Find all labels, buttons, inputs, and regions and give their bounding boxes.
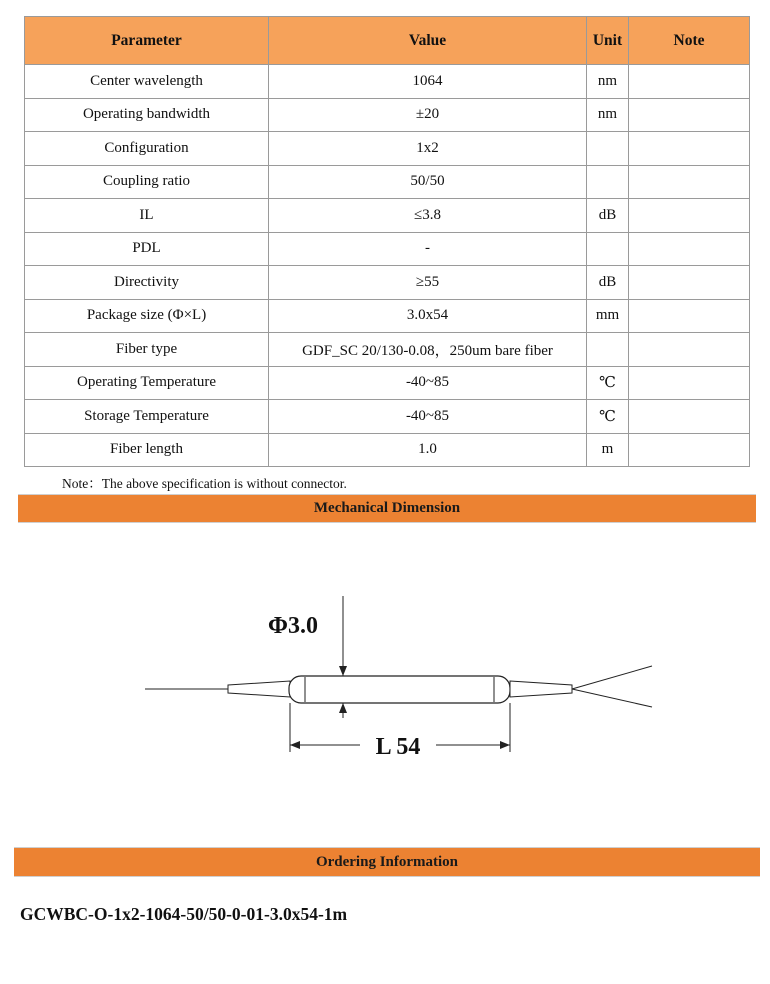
cell-note xyxy=(629,333,750,367)
cell-parameter: Directivity xyxy=(25,266,269,300)
cell-parameter: Fiber type xyxy=(25,333,269,367)
header-note: Note xyxy=(629,17,750,65)
cell-note xyxy=(629,199,750,233)
cell-unit: ℃ xyxy=(587,366,629,400)
cell-value: -40~85 xyxy=(269,366,587,400)
table-row xyxy=(25,65,750,99)
table-row xyxy=(25,433,750,467)
cell-parameter: Coupling ratio xyxy=(25,165,269,199)
coupler-tube xyxy=(289,676,510,703)
cell-unit: dB xyxy=(587,266,629,300)
table-row xyxy=(25,366,750,400)
cell-unit xyxy=(587,333,629,367)
header-parameter: Parameter xyxy=(25,17,269,65)
table-row xyxy=(25,266,750,300)
cell-note xyxy=(629,65,750,99)
cell-parameter: Package size (Φ×L) xyxy=(25,299,269,333)
cell-unit: nm xyxy=(587,65,629,99)
table-row xyxy=(25,299,750,333)
output-fiber-2 xyxy=(572,689,652,707)
input-boot xyxy=(228,681,290,697)
cell-value: 50/50 xyxy=(269,165,587,199)
cell-unit xyxy=(587,232,629,266)
length-arrow-left xyxy=(290,741,300,749)
coupler-drawing xyxy=(0,540,770,810)
diameter-arrow-bottom xyxy=(339,703,347,713)
diameter-label: Φ3.0 xyxy=(268,613,318,639)
cell-value: 1x2 xyxy=(269,132,587,166)
cell-note xyxy=(629,299,750,333)
cell-note xyxy=(629,232,750,266)
cell-value: ±20 xyxy=(269,98,587,132)
cell-unit: ℃ xyxy=(587,400,629,434)
table-row xyxy=(25,199,750,233)
table-row xyxy=(25,132,750,166)
length-label: L 54 xyxy=(375,734,421,760)
cell-value: 3.0x54 xyxy=(269,299,587,333)
cell-value: GDF_SC 20/130-0.08，250um bare fiber xyxy=(269,333,587,367)
mechanical-dimension-banner: Mechanical Dimension xyxy=(18,494,756,523)
cell-value: 1064 xyxy=(269,65,587,99)
cell-parameter: Center wavelength xyxy=(25,65,269,99)
table-row xyxy=(25,232,750,266)
cell-parameter: Operating bandwidth xyxy=(25,98,269,132)
cell-unit: nm xyxy=(587,98,629,132)
header-unit: Unit xyxy=(587,17,629,65)
table-header-row xyxy=(25,17,750,65)
table-row xyxy=(25,400,750,434)
diameter-arrow-top xyxy=(339,666,347,676)
cell-value: - xyxy=(269,232,587,266)
cell-unit: mm xyxy=(587,299,629,333)
cell-note xyxy=(629,165,750,199)
cell-note xyxy=(629,266,750,300)
cell-note xyxy=(629,132,750,166)
cell-note xyxy=(629,98,750,132)
cell-value: ≤3.8 xyxy=(269,199,587,233)
cell-value: -40~85 xyxy=(269,400,587,434)
cell-unit xyxy=(587,165,629,199)
cell-parameter: Operating Temperature xyxy=(25,366,269,400)
cell-parameter: PDL xyxy=(25,232,269,266)
cell-unit: dB xyxy=(587,199,629,233)
cell-parameter: Storage Temperature xyxy=(25,400,269,434)
output-fiber-1 xyxy=(572,666,652,689)
cell-parameter: IL xyxy=(25,199,269,233)
length-arrow-right xyxy=(500,741,510,749)
output-boot xyxy=(510,681,572,697)
ordering-code: GCWBC-O-1x2-1064-50/50-0-01-3.0x54-1m xyxy=(20,904,348,924)
specification-table xyxy=(24,16,750,467)
cell-note xyxy=(629,400,750,434)
ordering-information-banner: Ordering Information xyxy=(14,847,760,877)
cell-value: ≥55 xyxy=(269,266,587,300)
cell-note xyxy=(629,433,750,467)
table-row xyxy=(25,165,750,199)
specification-note: Note：The above specification is without connector. xyxy=(62,476,347,491)
cell-parameter: Configuration xyxy=(25,132,269,166)
cell-value: 1.0 xyxy=(269,433,587,467)
cell-note xyxy=(629,366,750,400)
cell-unit xyxy=(587,132,629,166)
table-row xyxy=(25,333,750,367)
cell-unit: m xyxy=(587,433,629,467)
table-row xyxy=(25,98,750,132)
cell-parameter: Fiber length xyxy=(25,433,269,467)
header-value: Value xyxy=(269,17,587,65)
